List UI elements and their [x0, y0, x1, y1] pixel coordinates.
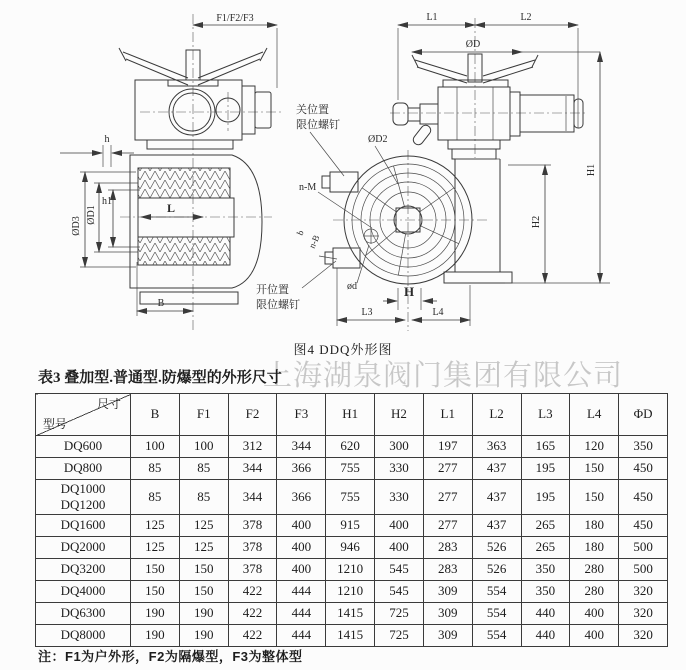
label-close-limit-line2: 限位螺钉 — [296, 119, 340, 131]
table-cell: 150 — [570, 480, 619, 515]
table-cell: 320 — [619, 581, 668, 603]
column-header-L4: L4 — [570, 394, 619, 436]
front-dimensions — [60, 13, 277, 316]
company-watermark: 上海湖泉阀门集团有限公司 — [263, 358, 624, 392]
dim-label-H2: H2 — [531, 215, 542, 229]
table-cell: 725 — [375, 625, 424, 647]
table-cell: 946 — [326, 537, 375, 559]
table-cell: 312 — [228, 436, 277, 458]
model-cell: DQ800 — [36, 458, 131, 480]
corner-label-size: 尺寸 — [96, 397, 121, 411]
table-cell: 422 — [228, 581, 277, 603]
table-footnote: 注：F1为户外形，F2为隔爆型，F3为整体型 — [38, 649, 303, 664]
table-cell: 554 — [472, 581, 521, 603]
table-cell: 197 — [423, 436, 472, 458]
table-cell: 195 — [521, 480, 570, 515]
table-cell: 85 — [131, 458, 180, 480]
table-cell: 309 — [423, 603, 472, 625]
table-cell: 444 — [277, 603, 326, 625]
table-cell: 545 — [375, 559, 424, 581]
dim-label-B: B — [157, 298, 165, 309]
column-header-H1: H1 — [326, 394, 375, 436]
dim-label-nB: n-B — [306, 233, 322, 250]
dim-label-h1: h1 — [102, 196, 112, 207]
column-header-H2: H2 — [375, 394, 424, 436]
dim-label-nM: n-M — [299, 182, 317, 193]
table-cell: 363 — [472, 436, 521, 458]
model-cell: DQ8000 — [36, 625, 131, 647]
label-open-limit-line2: 限位螺钉 — [256, 299, 300, 311]
table-cell: 283 — [423, 559, 472, 581]
corner-header-cell — [36, 394, 131, 436]
table-cell: 725 — [375, 603, 424, 625]
table-cell: 400 — [375, 515, 424, 537]
table-cell: 277 — [423, 458, 472, 480]
table-cell: 100 — [179, 436, 228, 458]
model-cell — [36, 480, 131, 515]
model-line2: DQ1200 — [60, 497, 106, 512]
table-cell: 150 — [570, 458, 619, 480]
dim-label-L3: L3 — [361, 307, 373, 318]
dim-label-D: ØD — [465, 39, 481, 50]
table-cell: 915 — [326, 515, 375, 537]
model-cell: DQ600 — [36, 436, 131, 458]
table-cell: 280 — [570, 559, 619, 581]
table-cell: 190 — [179, 603, 228, 625]
header-row — [36, 394, 668, 436]
table-cell: 344 — [277, 436, 326, 458]
dim-label-D2: ØD2 — [368, 134, 388, 145]
model-cell: DQ1600 — [36, 515, 131, 537]
dim-label-L: L — [166, 201, 176, 215]
table-cell: 1210 — [326, 559, 375, 581]
table-cell: 265 — [521, 515, 570, 537]
table-cell: 450 — [619, 480, 668, 515]
table-cell: 85 — [179, 458, 228, 480]
table-title: 表3 叠加型.普通型.防爆型的外形尺寸 — [38, 370, 282, 386]
model-cell: DQ2000 — [36, 537, 131, 559]
table-cell: 125 — [179, 515, 228, 537]
table-cell: 378 — [228, 537, 277, 559]
table-cell: 320 — [619, 625, 668, 647]
table-cell: 545 — [375, 581, 424, 603]
dim-label-H1: H1 — [586, 163, 597, 177]
model-cell: DQ6300 — [36, 603, 131, 625]
table-cell: 437 — [472, 458, 521, 480]
table-cell: 330 — [375, 458, 424, 480]
model-cell: DQ4000 — [36, 581, 131, 603]
table-cell: 400 — [277, 559, 326, 581]
label-open-limit-line1: 开位置 — [256, 284, 289, 296]
table-cell: 344 — [228, 458, 277, 480]
table-cell: 125 — [179, 537, 228, 559]
table-row — [36, 603, 668, 625]
table-row — [36, 458, 668, 480]
table-cell: 400 — [570, 625, 619, 647]
table-cell: 180 — [570, 537, 619, 559]
table-cell: 344 — [228, 480, 277, 515]
table-row — [36, 436, 668, 458]
model-cell: DQ3200 — [36, 559, 131, 581]
table-cell: 526 — [472, 559, 521, 581]
table-cell: 440 — [521, 625, 570, 647]
column-header-F3: F3 — [277, 394, 326, 436]
table-cell: 165 — [521, 436, 570, 458]
table-cell: 330 — [375, 480, 424, 515]
table-cell: 366 — [277, 480, 326, 515]
table-cell: 554 — [472, 625, 521, 647]
table-cell: 422 — [228, 625, 277, 647]
dim-label-b: b — [294, 228, 306, 237]
table-cell: 450 — [619, 515, 668, 537]
table-cell: 265 — [521, 537, 570, 559]
dim-label-d: ød — [347, 281, 357, 292]
table-cell: 620 — [326, 436, 375, 458]
dim-label-d3: ØD3 — [71, 216, 82, 236]
table-cell: 437 — [472, 480, 521, 515]
dim-label-f1f2f3: F1/F2/F3 — [216, 13, 254, 24]
column-header-L1: L1 — [423, 394, 472, 436]
table-cell: 350 — [521, 581, 570, 603]
table-cell: 440 — [521, 603, 570, 625]
table-cell: 283 — [423, 537, 472, 559]
table-cell: 350 — [521, 559, 570, 581]
front-gear-section — [130, 155, 262, 304]
dim-label-L1: L1 — [426, 12, 438, 23]
front-view — [60, 13, 282, 331]
table-cell: 526 — [472, 537, 521, 559]
table-cell: 755 — [326, 458, 375, 480]
model-line1: DQ1000 — [60, 480, 106, 496]
column-header-B: B — [131, 394, 180, 436]
table-cell: 277 — [423, 480, 472, 515]
dimension-table — [35, 393, 668, 647]
table-cell: 300 — [375, 436, 424, 458]
table-row — [36, 625, 668, 647]
table-cell: 100 — [131, 436, 180, 458]
corner-label-model: 型号 — [43, 417, 68, 431]
table-cell: 500 — [619, 537, 668, 559]
table-cell: 378 — [228, 559, 277, 581]
table-cell: 190 — [131, 603, 180, 625]
table-cell: 85 — [131, 480, 180, 515]
table-cell: 554 — [472, 603, 521, 625]
table-cell: 450 — [619, 458, 668, 480]
table-cell: 125 — [131, 515, 180, 537]
table-cell: 150 — [179, 559, 228, 581]
table-cell: 150 — [179, 581, 228, 603]
column-header-L2: L2 — [472, 394, 521, 436]
table-cell: 366 — [277, 458, 326, 480]
table-row — [36, 581, 668, 603]
table-cell: 378 — [228, 515, 277, 537]
table-cell: 125 — [131, 537, 180, 559]
table-row — [36, 480, 668, 515]
table-row — [36, 559, 668, 581]
table-cell: 444 — [277, 581, 326, 603]
label-close-limit-line1: 关位置 — [296, 104, 329, 116]
table-cell: 1415 — [326, 603, 375, 625]
column-header-PhiD: ΦD — [619, 394, 668, 436]
table-cell: 350 — [619, 436, 668, 458]
table-cell: 150 — [131, 581, 180, 603]
table-cell: 150 — [131, 559, 180, 581]
table-cell: 400 — [375, 537, 424, 559]
column-header-F1: F1 — [179, 394, 228, 436]
table-cell: 1415 — [326, 625, 375, 647]
table-cell: 320 — [619, 603, 668, 625]
table-row — [36, 515, 668, 537]
table-cell: 309 — [423, 581, 472, 603]
table-cell: 437 — [472, 515, 521, 537]
table-cell: 500 — [619, 559, 668, 581]
dim-label-L4: L4 — [432, 307, 444, 318]
side-body — [393, 87, 583, 159]
table-cell: 280 — [570, 581, 619, 603]
table-row — [36, 537, 668, 559]
table-cell: 400 — [277, 537, 326, 559]
table-cell: 120 — [570, 436, 619, 458]
column-header-F2: F2 — [228, 394, 277, 436]
dim-label-d1: ØD1 — [86, 205, 97, 225]
dim-label-H: H — [403, 284, 415, 299]
front-body — [135, 80, 271, 149]
table-cell: 400 — [570, 603, 619, 625]
figure-caption: 图4 DDQ外形图 — [293, 342, 393, 357]
table-cell: 1210 — [326, 581, 375, 603]
table-cell: 277 — [423, 515, 472, 537]
column-header-L3: L3 — [521, 394, 570, 436]
dim-label-h: h — [104, 134, 110, 145]
table-cell: 422 — [228, 603, 277, 625]
table-cell: 309 — [423, 625, 472, 647]
table-cell: 444 — [277, 625, 326, 647]
table-cell: 195 — [521, 458, 570, 480]
side-view — [256, 12, 610, 331]
table-cell: 180 — [570, 515, 619, 537]
dim-label-L2: L2 — [520, 12, 532, 23]
table-cell: 190 — [131, 625, 180, 647]
table-cell: 190 — [179, 625, 228, 647]
table-cell: 85 — [179, 480, 228, 515]
table-cell: 755 — [326, 480, 375, 515]
table-cell: 400 — [277, 515, 326, 537]
